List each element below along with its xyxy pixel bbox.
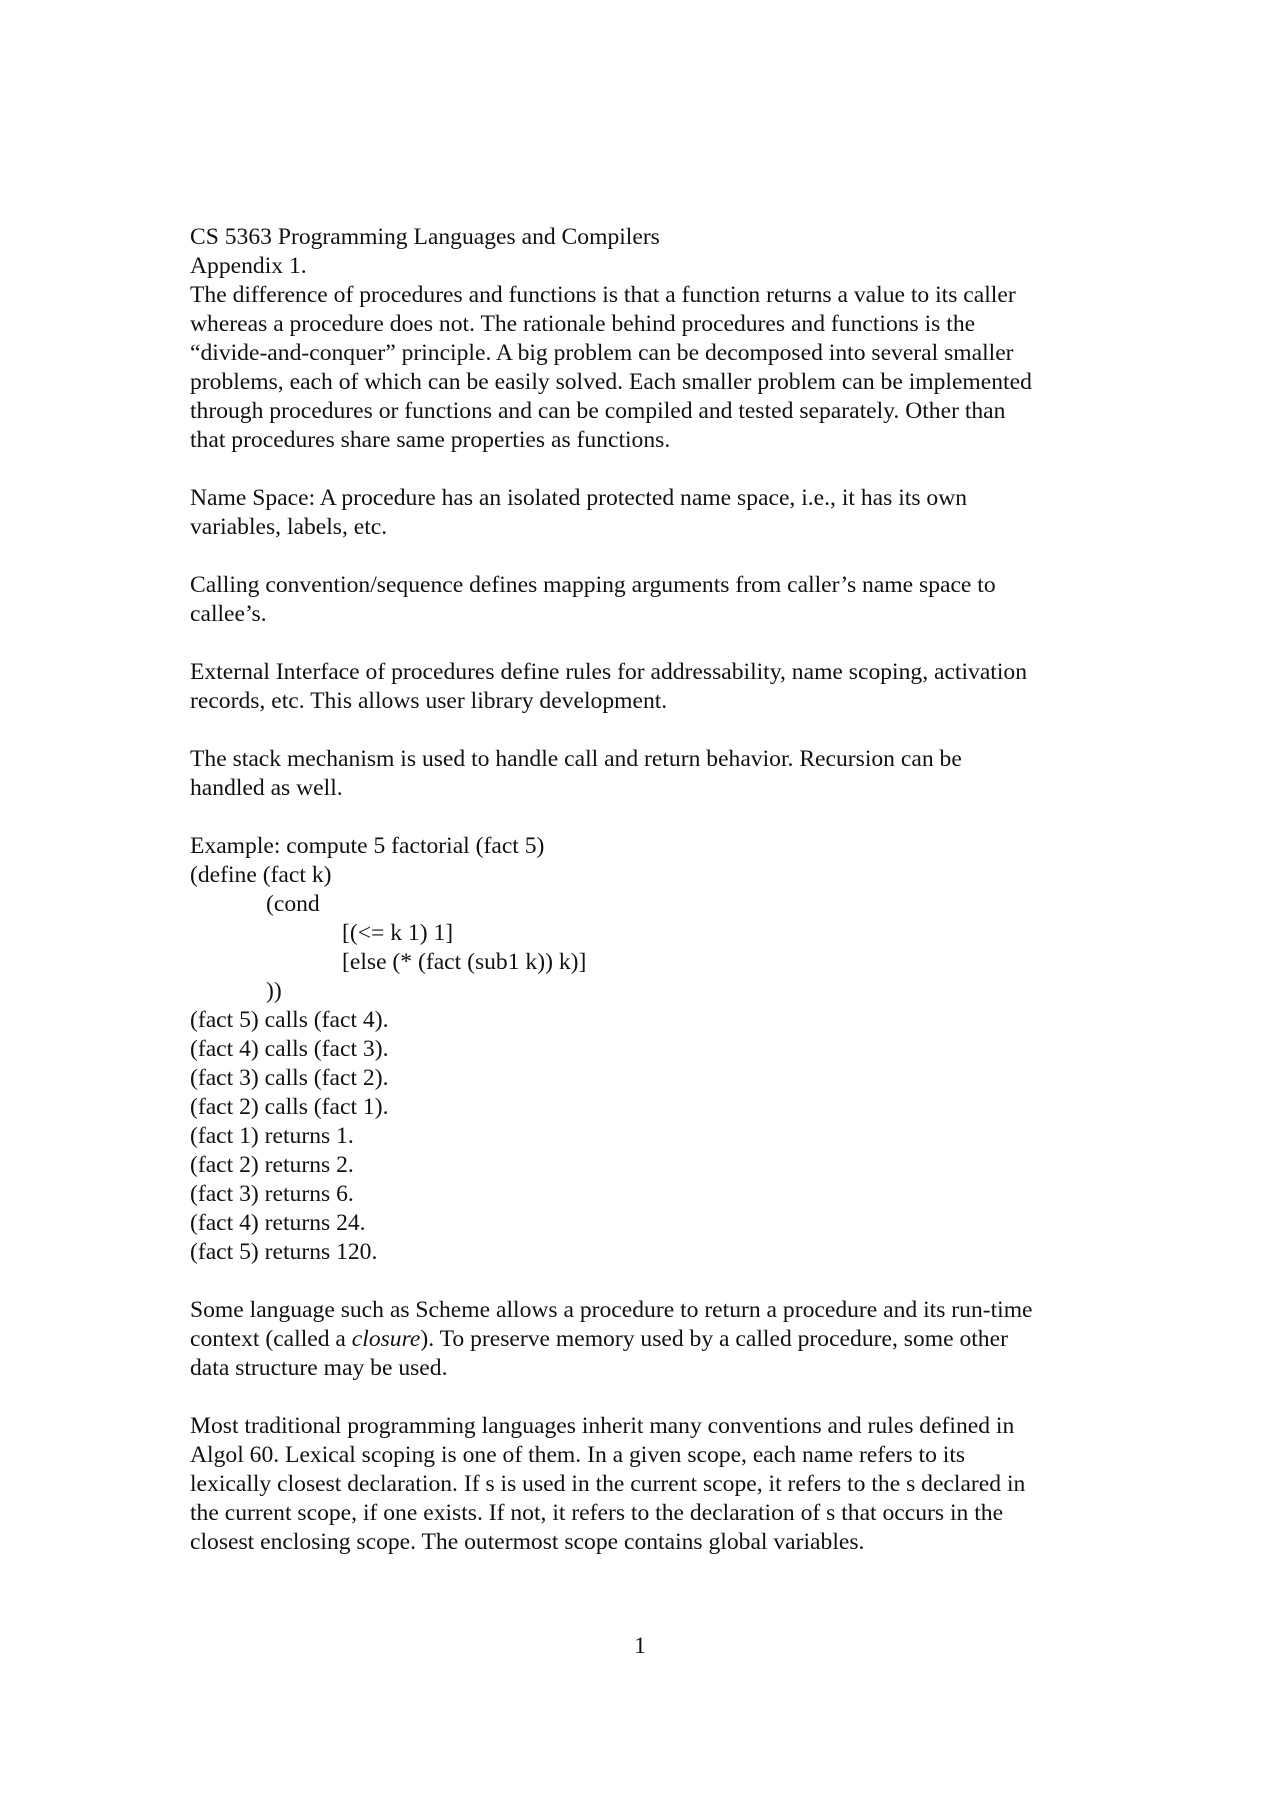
- paragraph-line: variables, labels, etc.: [190, 514, 388, 540]
- external-interface-paragraph: [190, 658, 1110, 716]
- example-section: [190, 832, 1110, 1267]
- paragraph-line: through procedures or functions and can be compiled and tested separately. Other than: [190, 398, 1006, 424]
- paragraph-line: problems, each of which can be easily solved. Each smaller problem can be implemented: [190, 369, 1032, 395]
- paragraph-line: the current scope, if one exists. If not, it refers to the declaration of s that occurs in the: [190, 1500, 1004, 1526]
- paragraph-spacer: [190, 716, 1110, 745]
- stack-paragraph: [190, 745, 1110, 803]
- scoping-paragraph: [190, 1412, 1110, 1557]
- trace-line: (fact 3) returns 6.: [190, 1181, 354, 1207]
- paragraph-line: Calling convention/sequence defines mapping arguments from caller’s name space to: [190, 572, 996, 598]
- trace-line: (fact 4) calls (fact 3).: [190, 1036, 389, 1062]
- code-block: [190, 861, 1110, 1006]
- trace-line: (fact 3) calls (fact 2).: [190, 1065, 389, 1091]
- paragraph-line: whereas a procedure does not. The rationale behind procedures and functions is the: [190, 311, 976, 337]
- paragraph-spacer: [190, 629, 1110, 658]
- intro-paragraph: [190, 281, 1110, 455]
- paragraph-line: External Interface of procedures define rules for addressability, name scoping, activation: [190, 659, 1028, 685]
- paragraph-line: closest enclosing scope. The outermost scope contains global variables.: [190, 1529, 865, 1555]
- code-line-clause: [(<= k 1) 1]: [342, 920, 454, 946]
- trace-line: (fact 4) returns 24.: [190, 1210, 366, 1236]
- paragraph-line: Some language such as Scheme allows a procedure to return a procedure and its run-time: [190, 1297, 1033, 1323]
- code-line-clause: [else (* (fact (sub1 k)) k)]: [342, 949, 587, 975]
- paragraph-line: The difference of procedures and functions is that a function returns a value to its caller: [190, 282, 1016, 308]
- text-run: context (called a: [190, 1326, 352, 1352]
- call-trace: [190, 1006, 1110, 1267]
- closure-paragraph: [190, 1296, 1110, 1383]
- trace-line: (fact 5) returns 120.: [190, 1239, 378, 1265]
- text-run: ). To preserve memory used by a called procedure, some other: [420, 1326, 1008, 1352]
- paragraph-spacer: [190, 1267, 1110, 1296]
- trace-line: (fact 1) returns 1.: [190, 1123, 354, 1149]
- code-line-define: (define (fact k): [190, 862, 332, 888]
- paragraph-spacer: [190, 542, 1110, 571]
- page-number: 1: [634, 1633, 646, 1659]
- paragraph-line: Algol 60. Lexical scoping is one of them. In a given scope, each name refers to its: [190, 1442, 966, 1468]
- paragraph-line: callee’s.: [190, 601, 267, 627]
- paragraph-line: Name Space: A procedure has an isolated protected name space, i.e., it has its own: [190, 485, 968, 511]
- paragraph-line: “divide-and-conquer” principle. A big problem can be decomposed into several smaller: [190, 340, 1014, 366]
- course-title: CS 5363 Programming Languages and Compilers: [190, 224, 660, 250]
- code-line-cond: (cond: [266, 891, 320, 917]
- closure-term: closure: [351, 1326, 421, 1352]
- name-space-paragraph: [190, 484, 1110, 542]
- trace-line: (fact 2) returns 2.: [190, 1152, 354, 1178]
- calling-convention-paragraph: [190, 571, 1110, 629]
- paragraph-line: data structure may be used.: [190, 1355, 448, 1381]
- trace-line: (fact 2) calls (fact 1).: [190, 1094, 389, 1120]
- paragraph-line: lexically closest declaration. If s is used in the current scope, it refers to the s declared in: [190, 1471, 1026, 1497]
- paragraph-line: The stack mechanism is used to handle call and return behavior. Recursion can be: [190, 746, 962, 772]
- example-heading: Example: compute 5 factorial (fact 5): [190, 833, 545, 859]
- paragraph-spacer: [190, 455, 1110, 484]
- paragraph-line: handled as well.: [190, 775, 343, 801]
- appendix-label: Appendix 1.: [190, 253, 307, 279]
- page-content: [190, 223, 1110, 1557]
- code-line-close: )): [266, 978, 282, 1004]
- paragraph-spacer: [190, 803, 1110, 832]
- paragraph-line: [190, 1325, 1110, 1354]
- trace-line: (fact 5) calls (fact 4).: [190, 1007, 389, 1033]
- paragraph-line: Most traditional programming languages inherit many conventions and rules defined in: [190, 1413, 1015, 1439]
- paragraph-line: records, etc. This allows user library development.: [190, 688, 668, 714]
- paragraph-spacer: [190, 1383, 1110, 1412]
- paragraph-line: that procedures share same properties as functions.: [190, 427, 671, 453]
